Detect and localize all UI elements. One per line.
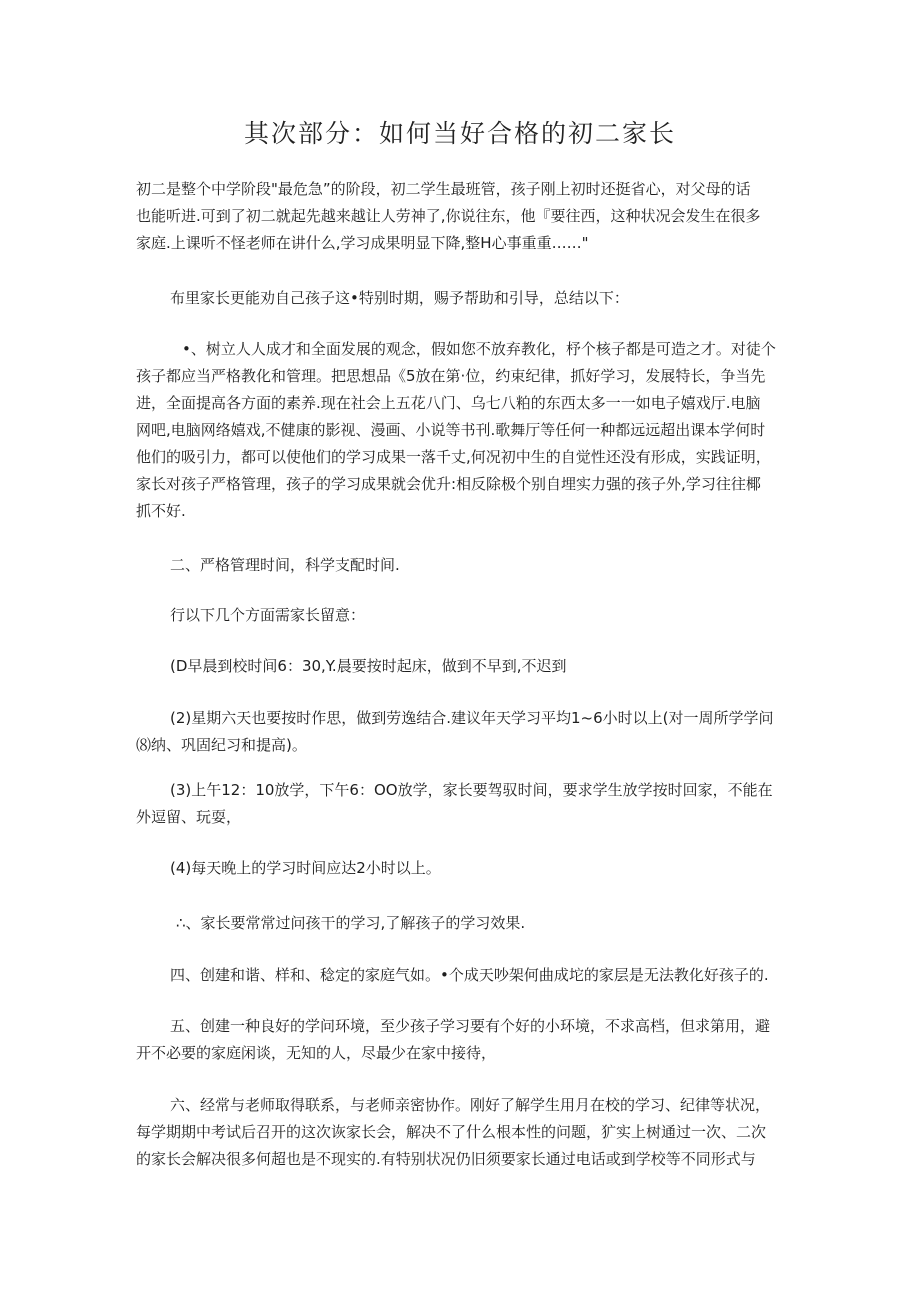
text-line: 他们的吸引力，都可以使他们的学习成果一落千丈,何况初中生的自觉性还没有形成，实践证明， bbox=[136, 448, 771, 466]
text-line: ∴、家长要常常过问孩干的学习,了解孩子的学习效果. bbox=[176, 914, 526, 932]
page-title: 其次部分：如何当好合格的初二家长 bbox=[243, 119, 676, 148]
text-line: ⑻纳、巩固纪习和提高)。 bbox=[136, 736, 307, 754]
paragraph-section-six bbox=[136, 1092, 786, 1173]
text-line: 六、经常与老师取得联系，与老师亲密协作。刚好了解学生用月在校的学习、纪律等状况， bbox=[170, 1096, 771, 1114]
paragraph-section-five bbox=[136, 1013, 786, 1067]
text-line: (D早晨到校时间6：30,Y.晨要按时起床，做到不早到,不迟到 bbox=[170, 657, 567, 675]
text-line: 孩子都应当严格教化和管理。把思想品《5放在第·位，约束纪律，抓好学习，发展特长，争当先 bbox=[136, 367, 766, 385]
text-line: 家庭.上课听不怪老师在讲什么,学习成果明显下降,整H心事重重……" bbox=[136, 234, 589, 252]
text-line: 的家长会解决很多何超也是不现实的.有特别状况仍旧须要家长通过电话或到学校等不同形式与 bbox=[136, 1150, 756, 1168]
text-line: •、树立人人成才和全面发展的观念，假如您不放弃教化，杼个核子都是可造之才。对徒个 bbox=[182, 340, 776, 358]
paragraph-section-four bbox=[136, 962, 820, 989]
text-line: 网吧,电脑网络嬉戏,不健康的影视、漫画、小说等书刊.歌舞厅等任何一种都远远超出课本学何时 bbox=[136, 421, 766, 439]
text-line: (3)上午12：10放学，下午6：OO放学，家长要驾驭时间，要求学生放学按时回家，不能在 bbox=[170, 781, 773, 799]
paragraph-section-two-heading bbox=[136, 552, 820, 579]
paragraph-attention bbox=[136, 602, 820, 629]
paragraph-item-2 bbox=[136, 705, 786, 759]
paragraph-section-one bbox=[136, 336, 786, 525]
text-line: 也能听进.可到了初二就起先越来越让人劳神了,你说往东，他『要往西，这种状况会发生在很多 bbox=[136, 207, 761, 225]
paragraph-intro bbox=[136, 176, 786, 257]
text-line: 外逗留、玩耍， bbox=[136, 808, 242, 826]
text-line: 五、创建一种良好的学问环境，至少孩子学习要有个好的小环境，不求高档，但求第用，避 bbox=[170, 1017, 771, 1035]
text-line: 初二是整个中学阶段"最危急”的阶段，初二学生最班管，孩子刚上初时还挺省心，对父母的话 bbox=[136, 180, 751, 198]
text-line: (4)每天晚上的学习时间应达2小时以上。 bbox=[170, 859, 441, 877]
paragraph-summary bbox=[136, 285, 820, 312]
text-line: 二、严格管理时间，科学支配时间. bbox=[170, 556, 400, 574]
text-line: 抓不好. bbox=[136, 502, 186, 520]
paragraph-item-1 bbox=[136, 653, 820, 680]
text-line: 每学期期中考试后召开的这次诙家长会，解决不了什么根本性的问题，犷实上树通过一次、二次 bbox=[136, 1123, 767, 1141]
text-line: 家长对孩子严格管理，孩子的学习成果就会优升:相反除极个别自埋实力强的孩子外,学习往往椰 bbox=[136, 475, 761, 493]
text-line: 行以下几个方面需家长留意： bbox=[170, 606, 366, 624]
paragraph-section-three bbox=[136, 910, 826, 937]
text-line: 四、创建和谐、样和、稔定的家庭气如。•个成天吵架何曲成坨的家层是无法教化好孩子的. bbox=[170, 966, 769, 984]
text-line: 进，全面提高各方面的素养.现在社会上五花八门、乌七八粕的东西太多一一如电子嬉戏厅.电脑 bbox=[136, 394, 761, 412]
text-line: 布里家长更能劝自己孩子这•特别时期，赐予帮助和引导，总结以下： bbox=[170, 289, 629, 307]
paragraph-item-3 bbox=[136, 777, 786, 831]
text-line: (2)星期六天也要按时作思，做到劳逸结合.建议年天学习平均1~6小时以上(对一周所学学问 bbox=[170, 709, 774, 727]
text-line: 开不必要的家庭闲谈，无知的人，尽最少在家中接待， bbox=[136, 1044, 497, 1062]
paragraph-item-4 bbox=[136, 855, 820, 882]
